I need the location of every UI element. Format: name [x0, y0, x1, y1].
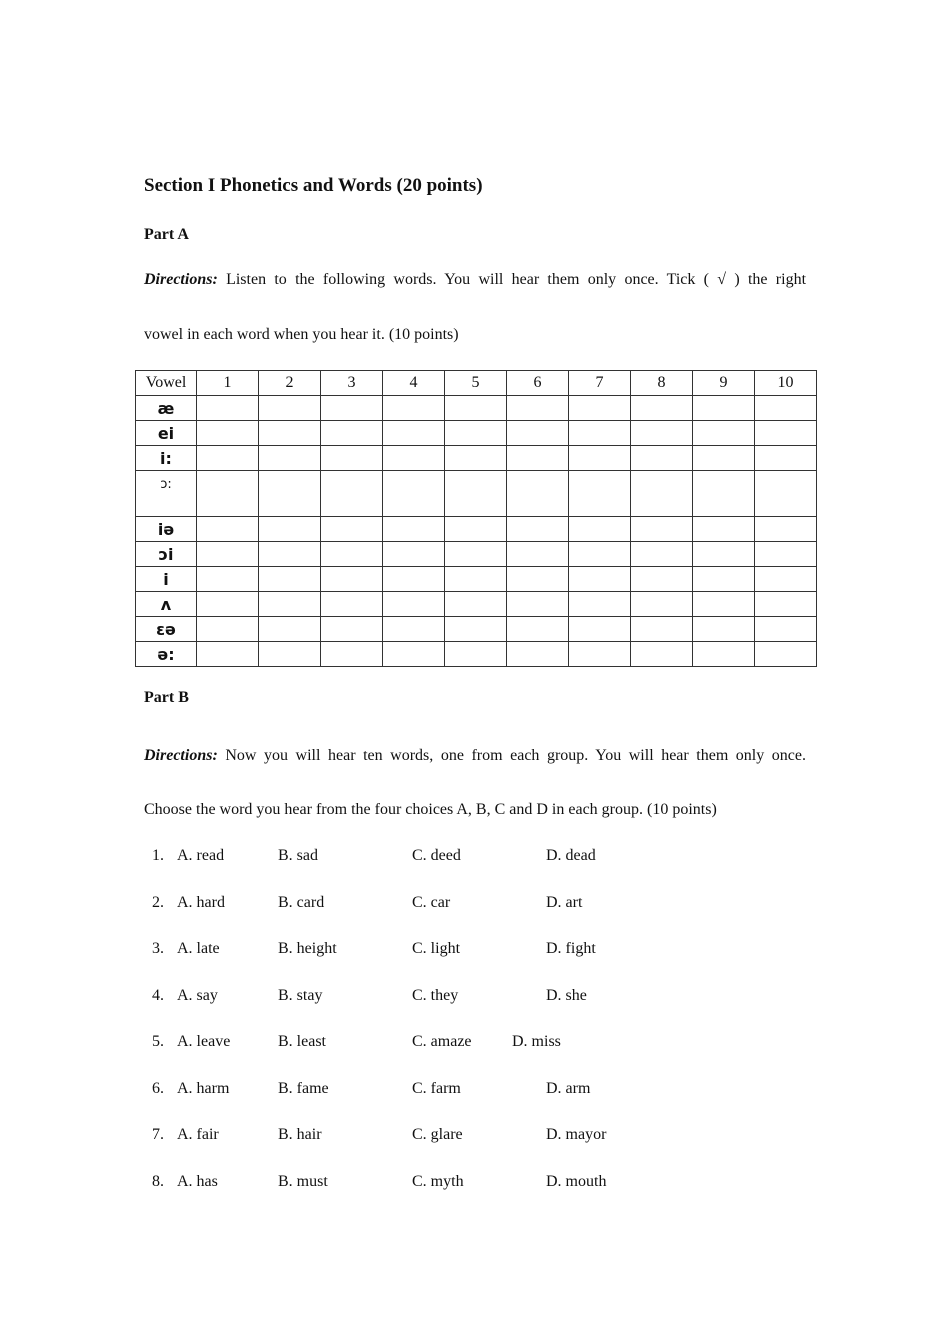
choice-c[interactable]: C. glare [412, 1126, 463, 1143]
tick-cell[interactable] [259, 517, 321, 542]
tick-cell[interactable] [259, 471, 321, 517]
tick-cell[interactable] [507, 471, 569, 517]
column-number-5: 5 [445, 371, 507, 396]
table-row [136, 567, 817, 592]
tick-cell[interactable] [631, 642, 693, 667]
column-number-3: 3 [321, 371, 383, 396]
part-a-directions-text: Listen to the following words. You will hear them only once. Tick ( √ ) the right [226, 271, 807, 288]
choice-b[interactable]: B. hair [278, 1126, 322, 1143]
choice-d[interactable]: D. mayor [546, 1126, 607, 1143]
question-number: 1. [152, 847, 164, 864]
choice-c[interactable]: C. myth [412, 1172, 464, 1190]
part-b-directions-text: Now you will hear ten words, one from each group. You will hear them only once. [225, 747, 807, 764]
tick-cell[interactable] [197, 446, 259, 471]
tick-cell[interactable] [259, 396, 321, 421]
choice-a[interactable]: A. harm [177, 1079, 230, 1097]
tick-cell[interactable] [507, 592, 569, 617]
tick-cell[interactable] [383, 446, 445, 471]
tick-cell[interactable] [631, 592, 693, 617]
tick-cell[interactable] [445, 396, 507, 421]
tick-cell[interactable] [693, 617, 755, 642]
tick-cell[interactable] [445, 542, 507, 567]
tick-cell[interactable] [693, 446, 755, 471]
choice-b[interactable]: B. card [278, 893, 325, 911]
vowel-symbol-cell: æ [136, 396, 197, 421]
tick-cell[interactable] [569, 446, 631, 471]
tick-cell[interactable] [259, 542, 321, 567]
tick-cell[interactable] [755, 471, 817, 517]
tick-cell[interactable] [631, 542, 693, 567]
tick-cell[interactable] [569, 592, 631, 617]
column-number-7: 7 [569, 371, 631, 396]
tick-cell[interactable] [569, 421, 631, 446]
tick-cell[interactable] [321, 421, 383, 446]
tick-cell[interactable] [445, 421, 507, 446]
tick-cell[interactable] [259, 642, 321, 667]
vowel-table [135, 370, 817, 667]
tick-cell[interactable] [445, 642, 507, 667]
tick-cell[interactable] [569, 517, 631, 542]
tick-cell[interactable] [693, 542, 755, 567]
question-number: 2. [152, 893, 164, 911]
tick-cell[interactable] [693, 421, 755, 446]
tick-cell[interactable] [321, 471, 383, 517]
part-a-heading: Part A [144, 226, 189, 243]
tick-cell[interactable] [197, 471, 259, 517]
choice-c[interactable]: C. they [412, 986, 459, 1004]
tick-cell[interactable] [197, 517, 259, 542]
tick-cell[interactable] [755, 567, 817, 592]
tick-cell[interactable] [321, 396, 383, 421]
vowel-symbol-cell: i [136, 567, 197, 592]
tick-cell[interactable] [197, 617, 259, 642]
tick-cell[interactable] [197, 642, 259, 667]
tick-cell[interactable] [693, 396, 755, 421]
tick-cell[interactable] [755, 542, 817, 567]
tick-cell[interactable] [507, 396, 569, 421]
tick-cell[interactable] [507, 542, 569, 567]
choice-a[interactable]: A. read [177, 847, 225, 864]
tick-cell[interactable] [631, 517, 693, 542]
tick-cell[interactable] [445, 567, 507, 592]
question-number: 5. [152, 1033, 164, 1050]
tick-cell[interactable] [321, 567, 383, 592]
tick-cell[interactable] [755, 446, 817, 471]
choice-b[interactable]: B. least [278, 1033, 326, 1050]
tick-cell[interactable] [507, 642, 569, 667]
column-number-10: 10 [755, 371, 817, 396]
tick-cell[interactable] [197, 421, 259, 446]
part-b-heading: Part B [144, 689, 189, 706]
tick-cell[interactable] [383, 396, 445, 421]
choice-d[interactable]: D. art [546, 893, 583, 911]
tick-cell[interactable] [755, 421, 817, 446]
tick-cell[interactable] [631, 617, 693, 642]
table-header-row [136, 371, 817, 396]
choice-c[interactable]: C. amaze [412, 1033, 472, 1050]
tick-cell[interactable] [383, 642, 445, 667]
part-b-directions-label: Directions: [144, 747, 218, 764]
column-number-4: 4 [383, 371, 445, 396]
tick-cell[interactable] [507, 617, 569, 642]
vowel-symbol-cell: ə: [136, 642, 197, 667]
table-row [136, 617, 817, 642]
choice-b[interactable]: B. sad [278, 847, 318, 864]
tick-cell[interactable] [569, 471, 631, 517]
tick-cell[interactable] [569, 617, 631, 642]
table-row [136, 471, 817, 517]
tick-cell[interactable] [383, 592, 445, 617]
part-b-directions [144, 747, 806, 765]
tick-cell[interactable] [569, 396, 631, 421]
tick-cell[interactable] [507, 446, 569, 471]
table-row [136, 517, 817, 542]
table-row [136, 396, 817, 421]
tick-cell[interactable] [755, 642, 817, 667]
tick-cell[interactable] [445, 471, 507, 517]
choice-d[interactable]: D. miss [512, 1033, 561, 1050]
tick-cell[interactable] [259, 567, 321, 592]
tick-cell[interactable] [259, 592, 321, 617]
choice-b[interactable]: B. height [278, 940, 337, 957]
tick-cell[interactable] [383, 567, 445, 592]
tick-cell[interactable] [631, 471, 693, 517]
tick-cell[interactable] [693, 642, 755, 667]
tick-cell[interactable] [693, 471, 755, 517]
choice-c[interactable]: C. farm [412, 1079, 461, 1097]
tick-cell[interactable] [507, 421, 569, 446]
choice-a[interactable]: A. say [177, 986, 218, 1004]
column-number-8: 8 [631, 371, 693, 396]
part-a-directions-line2: vowel in each word when you hear it. (10 points) [144, 326, 459, 343]
tick-cell[interactable] [197, 567, 259, 592]
column-number-9: 9 [693, 371, 755, 396]
choice-b[interactable]: B. fame [278, 1079, 329, 1097]
table-row [136, 642, 817, 667]
tick-cell[interactable] [197, 542, 259, 567]
choice-a[interactable]: A. has [177, 1172, 218, 1190]
vowel-symbol-cell: ɛə [136, 617, 197, 642]
tick-cell[interactable] [569, 567, 631, 592]
tick-cell[interactable] [507, 567, 569, 592]
tick-cell[interactable] [693, 592, 755, 617]
tick-cell[interactable] [755, 592, 817, 617]
tick-cell[interactable] [445, 446, 507, 471]
tick-cell[interactable] [755, 517, 817, 542]
choice-c[interactable]: C. car [412, 893, 451, 911]
choice-d[interactable]: D. fight [546, 940, 596, 957]
tick-cell[interactable] [383, 517, 445, 542]
tick-cell[interactable] [755, 617, 817, 642]
tick-cell[interactable] [259, 617, 321, 642]
choice-a[interactable]: A. hard [177, 893, 225, 911]
choice-d[interactable]: D. she [546, 986, 587, 1004]
column-number-2: 2 [259, 371, 321, 396]
tick-cell[interactable] [569, 642, 631, 667]
choice-a[interactable]: A. late [177, 940, 220, 957]
tick-cell[interactable] [321, 617, 383, 642]
choice-a[interactable]: A. fair [177, 1126, 219, 1143]
table-row [136, 542, 817, 567]
tick-cell[interactable] [755, 396, 817, 421]
question-number: 3. [152, 940, 164, 957]
tick-cell[interactable] [445, 592, 507, 617]
tick-cell[interactable] [321, 517, 383, 542]
question-number: 8. [152, 1172, 164, 1190]
tick-cell[interactable] [259, 446, 321, 471]
tick-cell[interactable] [321, 446, 383, 471]
question-number: 4. [152, 986, 164, 1004]
tick-cell[interactable] [631, 396, 693, 421]
vowel-symbol-cell: ʌ [136, 592, 197, 617]
part-a-directions [144, 271, 806, 289]
choice-b[interactable]: B. stay [278, 986, 323, 1004]
vowel-symbol-cell: ɔi [136, 542, 197, 567]
tick-cell[interactable] [383, 542, 445, 567]
table-row [136, 446, 817, 471]
vowel-symbol-cell: ɔ: [136, 471, 197, 517]
tick-cell[interactable] [383, 421, 445, 446]
tick-cell[interactable] [383, 617, 445, 642]
tick-cell[interactable] [631, 446, 693, 471]
tick-cell[interactable] [383, 471, 445, 517]
part-a-directions-label: Directions: [144, 271, 218, 288]
column-number-6: 6 [507, 371, 569, 396]
table-row [136, 421, 817, 446]
vowel-symbol-cell: iə [136, 517, 197, 542]
choice-c[interactable]: C. deed [412, 847, 461, 864]
tick-cell[interactable] [631, 567, 693, 592]
section-title: Section I Phonetics and Words (20 points) [144, 175, 483, 196]
choice-c[interactable]: C. light [412, 940, 461, 957]
vowel-symbol-cell: i: [136, 446, 197, 471]
vowel-header-cell: Vowel [136, 371, 197, 396]
tick-cell[interactable] [197, 396, 259, 421]
tick-cell[interactable] [569, 542, 631, 567]
tick-cell[interactable] [507, 517, 569, 542]
choice-d[interactable]: D. mouth [546, 1172, 607, 1190]
choice-b[interactable]: B. must [278, 1172, 328, 1190]
tick-cell[interactable] [693, 517, 755, 542]
vowel-symbol-cell: ei [136, 421, 197, 446]
choice-d[interactable]: D. arm [546, 1079, 591, 1097]
question-number: 6. [152, 1079, 164, 1097]
tick-cell[interactable] [693, 567, 755, 592]
tick-cell[interactable] [631, 421, 693, 446]
question-number: 7. [152, 1126, 164, 1143]
tick-cell[interactable] [321, 542, 383, 567]
tick-cell[interactable] [445, 617, 507, 642]
choice-a[interactable]: A. leave [177, 1033, 231, 1050]
tick-cell[interactable] [445, 517, 507, 542]
tick-cell[interactable] [321, 592, 383, 617]
table-row [136, 592, 817, 617]
tick-cell[interactable] [259, 421, 321, 446]
column-number-1: 1 [197, 371, 259, 396]
tick-cell[interactable] [197, 592, 259, 617]
tick-cell[interactable] [321, 642, 383, 667]
part-b-directions-line2: Choose the word you hear from the four choices A, B, C and D in each group. (10 points) [144, 801, 717, 818]
choice-d[interactable]: D. dead [546, 847, 596, 864]
